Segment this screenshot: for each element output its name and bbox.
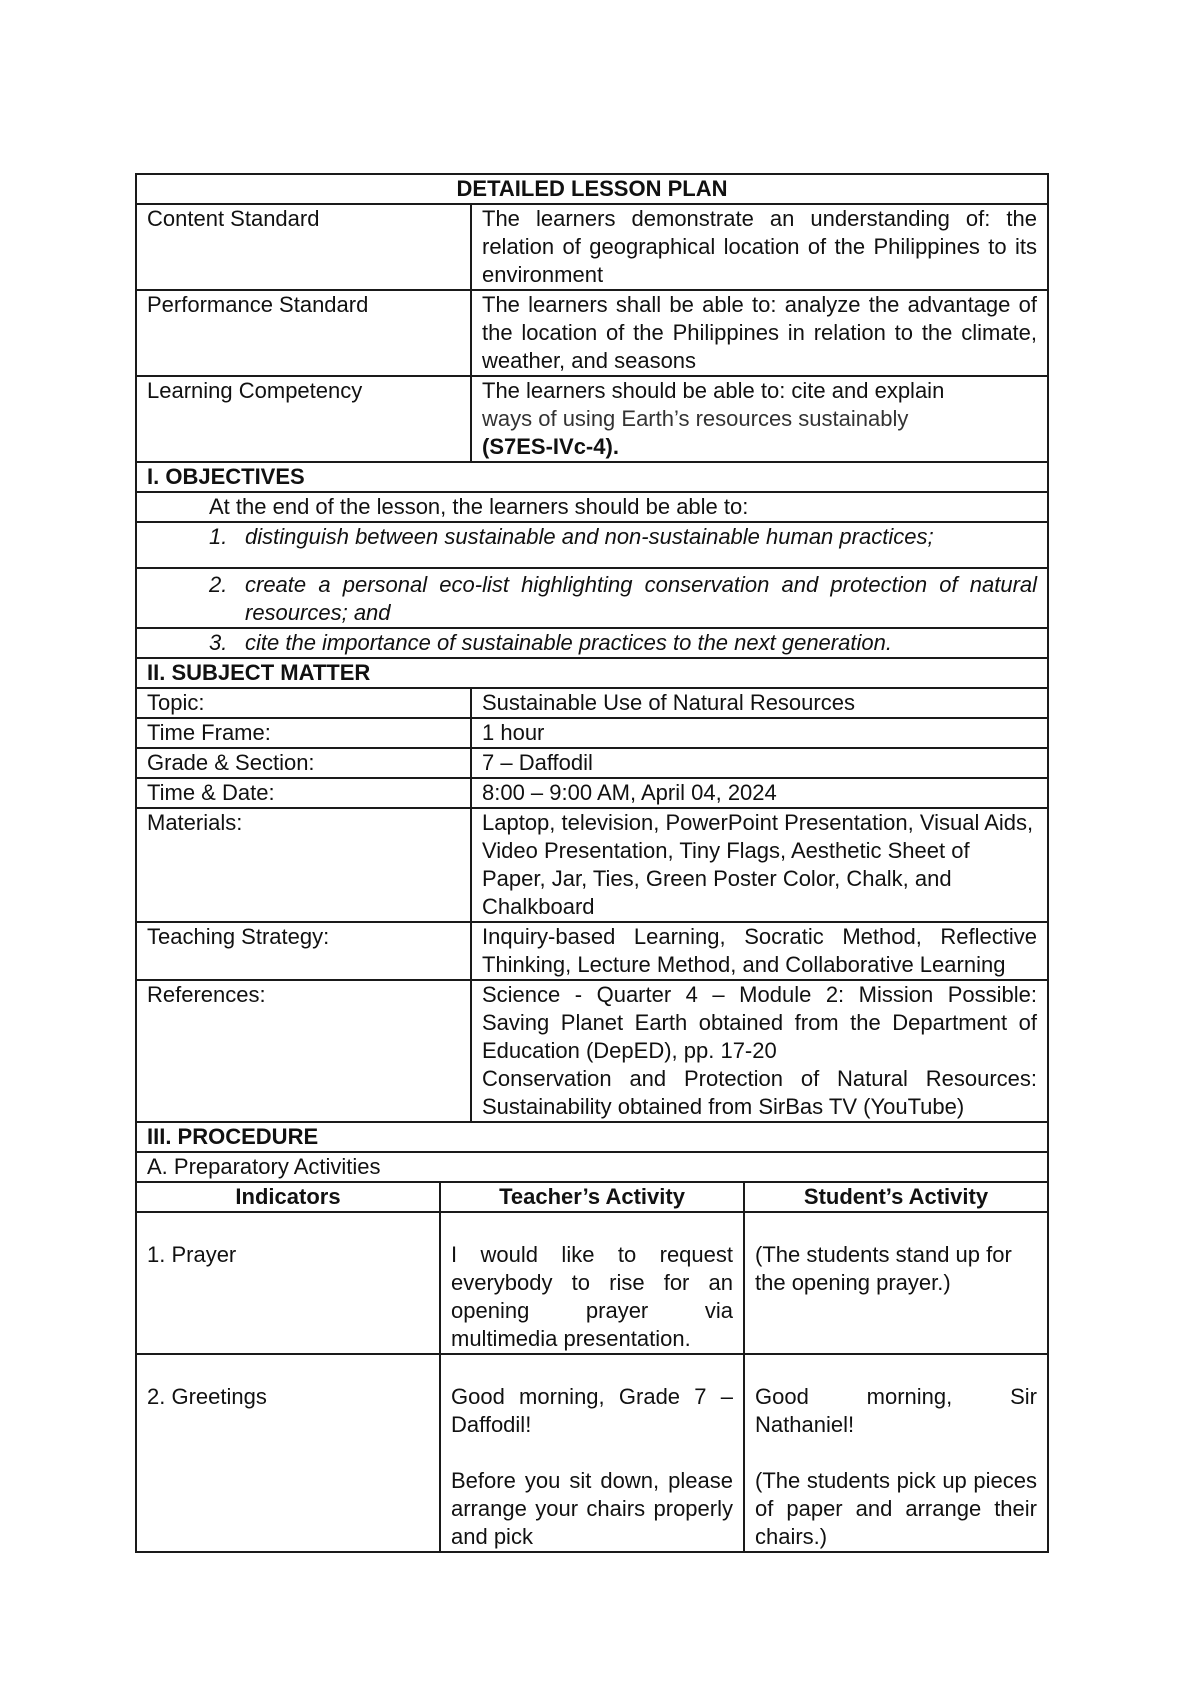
procedure-row bbox=[136, 1212, 1048, 1354]
subject-value: Laptop, television, PowerPoint Presentation, Visual Aids, Video Presentation, Tiny Flags, Aesthetic Sheet of Paper, Jar, Ties, Green Poster Color, Chalk, and Chalkboard bbox=[471, 808, 1048, 922]
subject-label: Topic: bbox=[136, 688, 471, 718]
competency-line-2: ways of using Earth’s resources sustainably bbox=[482, 406, 909, 431]
procedure-row bbox=[136, 1354, 1048, 1552]
objective-text: distinguish between sustainable and non-sustainable human practices; bbox=[245, 524, 934, 549]
objectives-intro: At the end of the lesson, the learners should be able to: bbox=[136, 492, 1048, 522]
standard-label: Content Standard bbox=[136, 204, 471, 290]
student-line: (The students pick up pieces of paper and arrange their chairs.) bbox=[755, 1468, 1037, 1549]
column-header-indicators: Indicators bbox=[136, 1182, 440, 1212]
subject-row bbox=[136, 748, 1048, 778]
standard-row bbox=[136, 290, 1048, 376]
subject-row bbox=[136, 778, 1048, 808]
subject-row bbox=[136, 922, 1048, 980]
subject-label: Time Frame: bbox=[136, 718, 471, 748]
objective-item bbox=[136, 628, 1048, 658]
subject-value: 8:00 – 9:00 AM, April 04, 2024 bbox=[471, 778, 1048, 808]
competency-code: (S7ES-IVc-4). bbox=[482, 434, 619, 459]
reference-item: Conservation and Protection of Natural Resources: Sustainability obtained from SirBas TV (YouTube) bbox=[482, 1066, 1038, 1119]
objective-number: 1. bbox=[209, 524, 228, 549]
subject-value: Sustainable Use of Natural Resources bbox=[471, 688, 1048, 718]
indicator-cell: 1. Prayer bbox=[136, 1212, 440, 1354]
competency-row bbox=[136, 376, 1048, 462]
column-header-teacher: Teacher’s Activity bbox=[440, 1182, 744, 1212]
lesson-plan-page bbox=[135, 173, 1047, 1553]
references-row bbox=[136, 980, 1048, 1122]
references-label: References: bbox=[136, 980, 471, 1122]
procedure-subheading: A. Preparatory Activities bbox=[136, 1152, 1048, 1182]
student-activity-cell bbox=[744, 1354, 1048, 1552]
objective-text: create a personal eco-list highlighting conservation and protection of natural resources; and bbox=[245, 572, 1038, 625]
procedure-table bbox=[135, 1181, 1049, 1553]
standard-row bbox=[136, 204, 1048, 290]
subject-value: Inquiry-based Learning, Socratic Method, Reflective Thinking, Lecture Method, and Collaborative Learning bbox=[471, 922, 1048, 980]
teacher-line: Before you sit down, please arrange your chairs properly and pick bbox=[451, 1468, 733, 1549]
objective-number: 2. bbox=[209, 572, 228, 597]
objectives-heading: I. OBJECTIVES bbox=[136, 462, 1048, 492]
standard-value: The learners shall be able to: analyze the advantage of the location of the Philippines in relation to the climate, weather, and seasons bbox=[471, 290, 1048, 376]
subject-label: Materials: bbox=[136, 808, 471, 922]
document-title: DETAILED LESSON PLAN bbox=[136, 174, 1048, 204]
teacher-activity-cell: I would like to request everybody to rise for an opening prayer via multimedia presentation. bbox=[440, 1212, 744, 1354]
subject-label: Teaching Strategy: bbox=[136, 922, 471, 980]
subject-label: Time & Date: bbox=[136, 778, 471, 808]
procedure-heading: III. PROCEDURE bbox=[136, 1122, 1048, 1152]
subject-row bbox=[136, 808, 1048, 922]
subject-label: Grade & Section: bbox=[136, 748, 471, 778]
indicator-cell: 2. Greetings bbox=[136, 1354, 440, 1552]
competency-line-1: The learners should be able to: cite and explain bbox=[482, 378, 945, 403]
lesson-plan-table bbox=[135, 173, 1049, 1183]
column-header-student: Student’s Activity bbox=[744, 1182, 1048, 1212]
standard-value: The learners demonstrate an understanding of: the relation of geographical location of the Philippines to its environment bbox=[471, 204, 1048, 290]
subject-value: 7 – Daffodil bbox=[471, 748, 1048, 778]
student-activity-cell: (The students stand up for the opening prayer.) bbox=[744, 1212, 1048, 1354]
subject-matter-heading: II. SUBJECT MATTER bbox=[136, 658, 1048, 688]
standard-label: Performance Standard bbox=[136, 290, 471, 376]
objective-item bbox=[136, 568, 1048, 628]
teacher-activity-cell bbox=[440, 1354, 744, 1552]
subject-value: 1 hour bbox=[471, 718, 1048, 748]
procedure-header-row bbox=[136, 1182, 1048, 1212]
competency-value bbox=[471, 376, 1048, 462]
student-line: Good morning, Sir Nathaniel! bbox=[755, 1384, 1037, 1437]
references-value bbox=[471, 980, 1048, 1122]
subject-row bbox=[136, 718, 1048, 748]
objective-number: 3. bbox=[209, 630, 228, 655]
teacher-line: Good morning, Grade 7 – Daffodil! bbox=[451, 1384, 733, 1437]
reference-item: Science - Quarter 4 – Module 2: Mission Possible: Saving Planet Earth obtained from the Department of Education (DepED), pp. 17-20 bbox=[482, 982, 1038, 1063]
objective-text: cite the importance of sustainable practices to the next generation. bbox=[245, 630, 892, 655]
subject-row bbox=[136, 688, 1048, 718]
competency-label: Learning Competency bbox=[136, 376, 471, 462]
objective-item bbox=[136, 522, 1048, 568]
